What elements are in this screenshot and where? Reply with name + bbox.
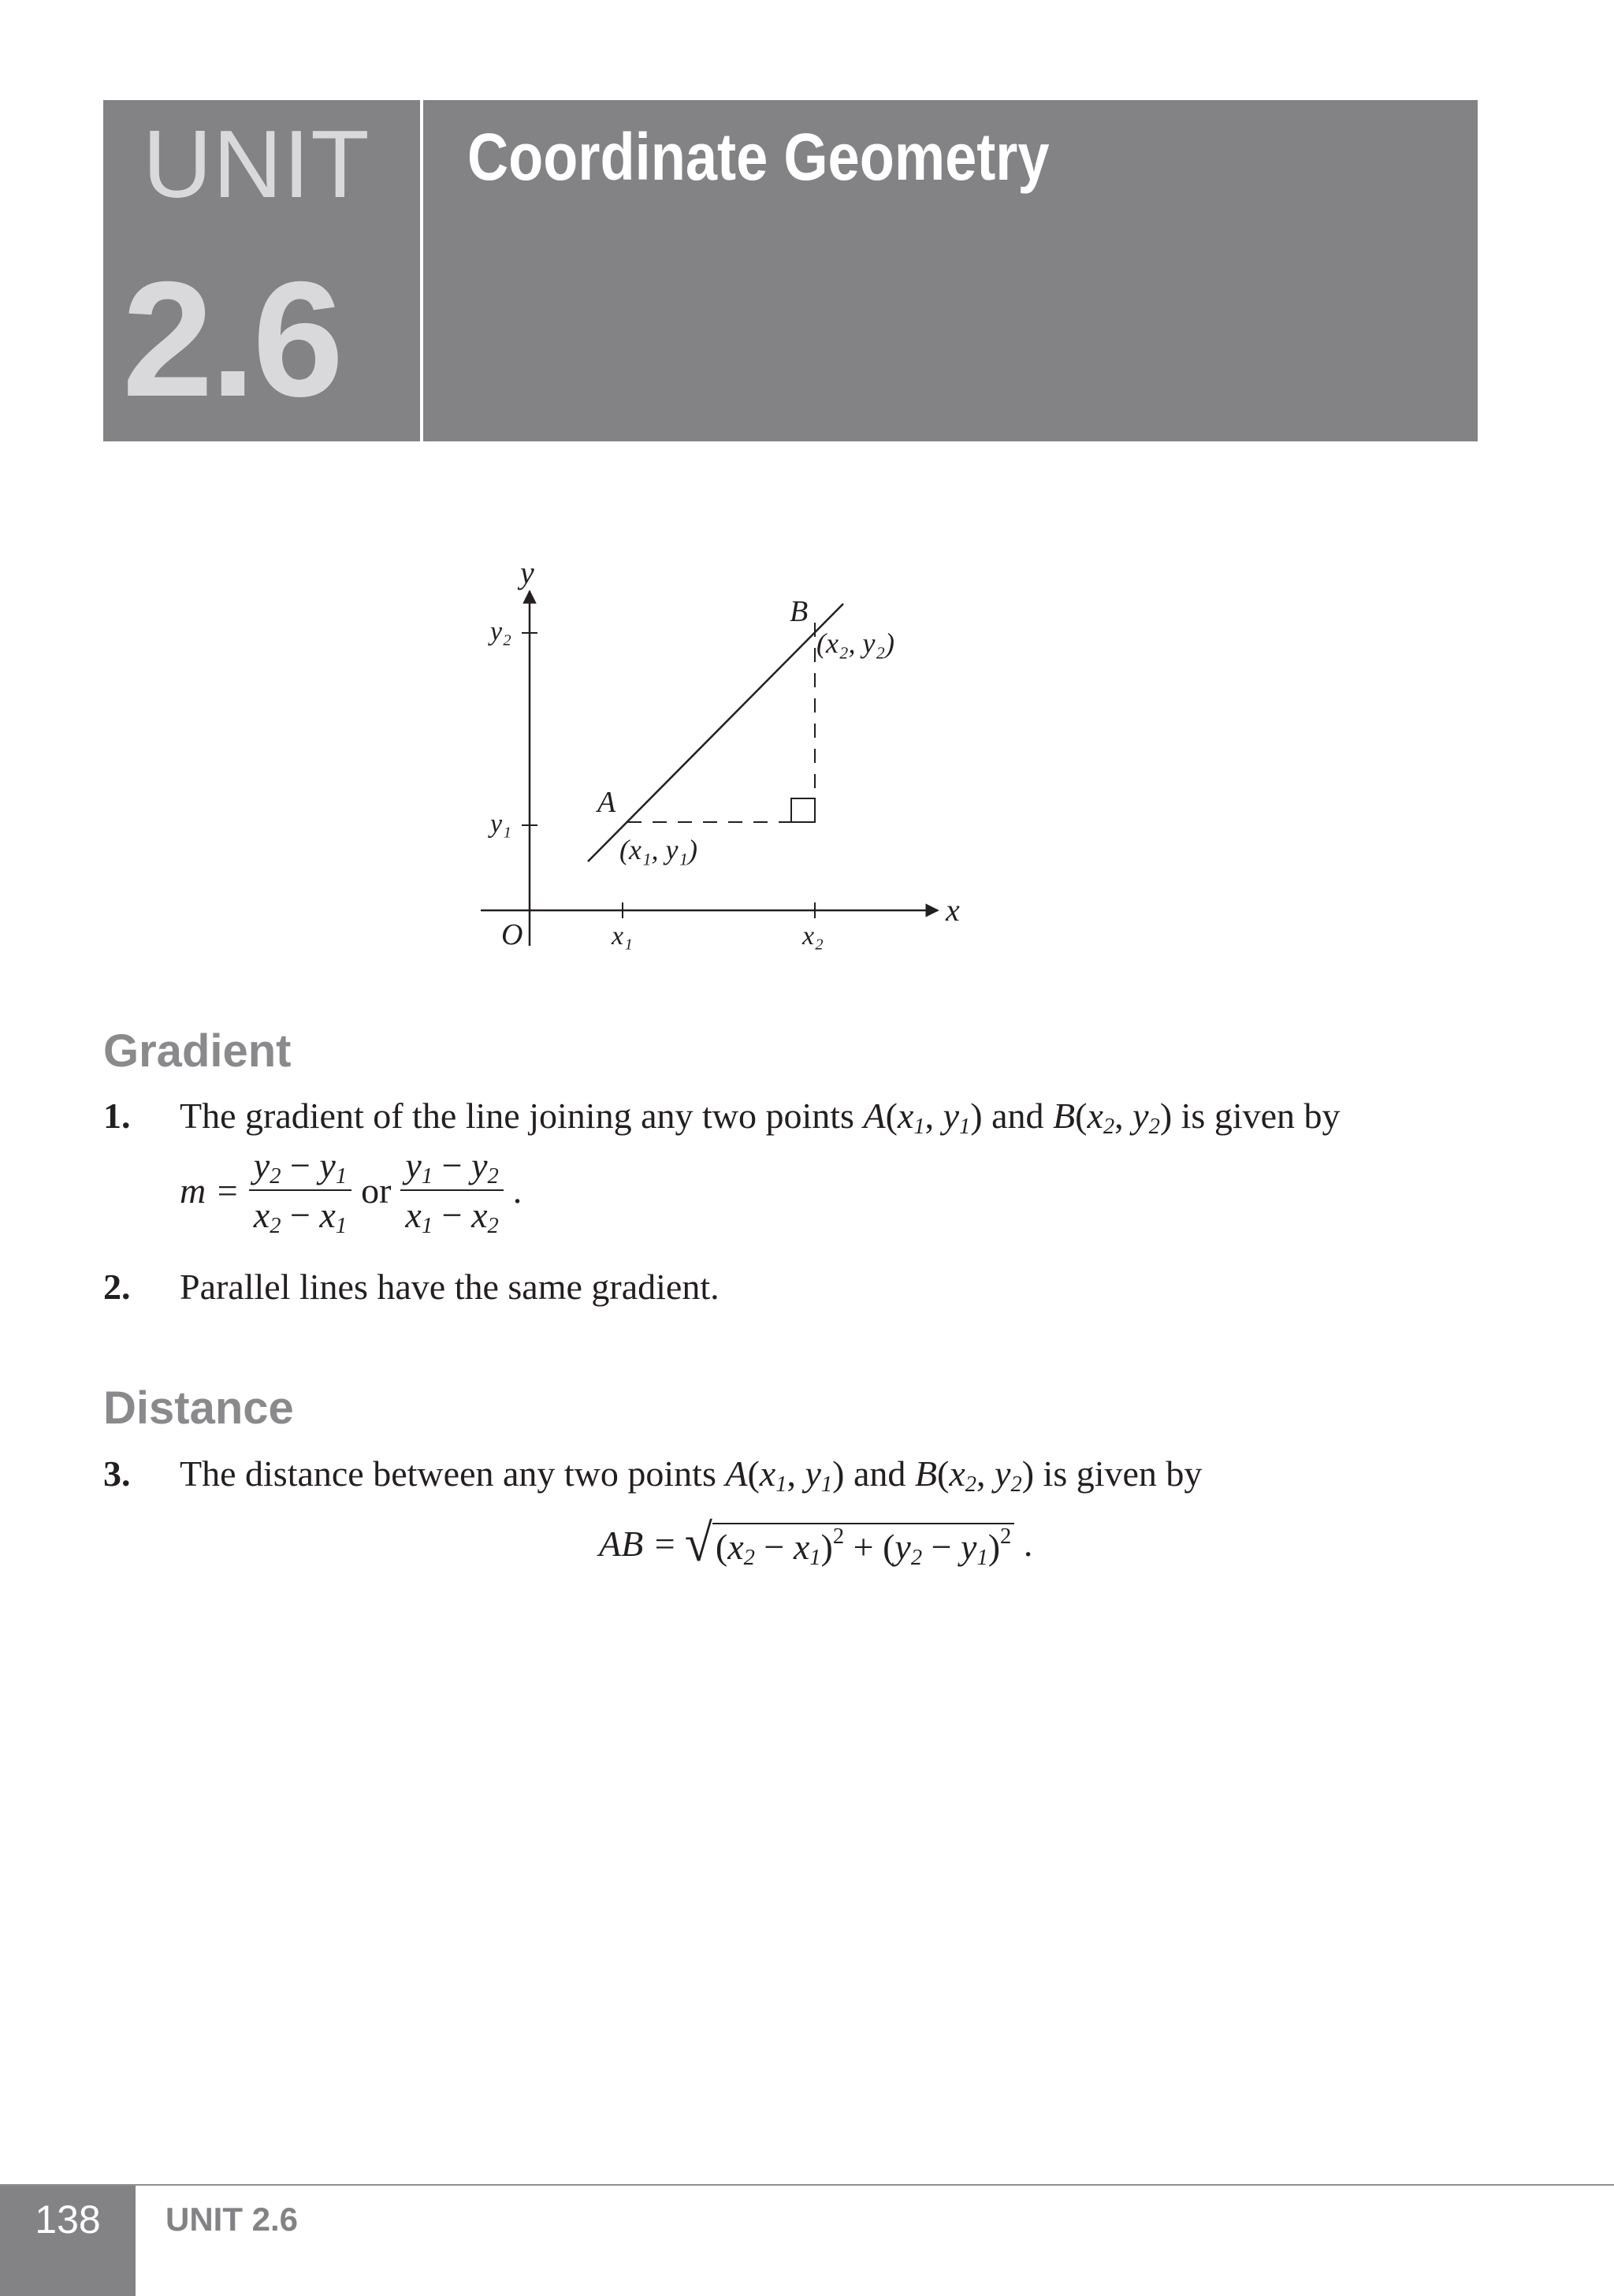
item-text: The distance between any two points $A(x_1$, $y_1$) and $B(x_2$, $y_2$) is given by [180,1453,1203,1498]
fraction-1: $\frac{y_2 - y_1}{x_2 - x_1}$ [249,1144,351,1236]
y-axis-label: y [520,555,534,590]
unit-word: UNIT [143,110,370,218]
coordinate-diagram [473,552,993,962]
distance-item-3 [103,1452,1490,1499]
x1-label: x₁ [612,921,633,951]
fraction-2: $\frac{y_1 - y_2}{x_1 - x_2}$ [400,1144,503,1236]
unit-banner [103,100,1478,441]
page-number: 138 [35,2197,101,2242]
gradient-formula: m = $\frac{y_2 - y_1}{x_2 - x_1}$ or $\frac{y_1 - y_2}{x_1 - x_2}$ . [180,1145,523,1239]
footer-page-box [0,2186,136,2296]
item-text-post: ) is given by [1021,1453,1203,1494]
gradient-item-1 [103,1094,1490,1141]
unit-title: Coordinate Geometry [467,120,1050,194]
right-angle-marker [791,798,815,822]
gradient-item-2 [103,1265,1490,1312]
distance-formula: AB = √ $(x_2 - x_1)^2 + (y_2 - y_1)^2$ . [599,1513,1033,1572]
distance-heading: Distance [103,1382,294,1434]
item-text: The gradient of the line joining any two points $A(x_1$, $y_1$) and $B(x_2$, $y_2$) is given by [180,1096,1341,1140]
sqrt-sign: √ [684,1513,712,1572]
origin-label: O [501,918,523,951]
point-a-label: A [597,786,616,819]
point-a-coords: (x₁, y₁) [619,834,697,865]
point-b: B [1053,1096,1076,1136]
item-text-pre: The gradient of the line joining any two points [180,1096,864,1136]
footer-rule [0,2184,1614,2186]
y1-label: y₁ [490,809,511,839]
footer-unit-label: UNIT 2.6 [165,2201,299,2238]
formula-m: m = [180,1170,240,1211]
point-b-label: B [790,595,809,628]
point-a: A [863,1096,886,1136]
sqrt-body: $(x_2 - x_1)^2 + (y_2 - y_1)^2$ [712,1523,1014,1568]
or-text: or [361,1170,392,1211]
item-text-and: ) and [970,1096,1054,1136]
item-number: 2. [103,1267,131,1307]
item-number: 3. [103,1453,131,1494]
point-b-coords: (x₂, y₂) [816,627,894,659]
x2-label: x₂ [802,921,824,951]
y2-label: y₂ [490,617,511,646]
item-text-post: ) is given by [1159,1096,1341,1136]
formula-lhs: AB = [599,1523,677,1564]
item-text-pre: The distance between any two points [180,1453,726,1494]
unit-number: 2.6 [122,248,341,431]
gradient-heading: Gradient [103,1025,292,1077]
item-number: 1. [103,1096,131,1136]
item-text: Parallel lines have the same gradient. [180,1267,720,1307]
banner-divider [420,100,423,441]
x-axis-label: x [946,892,960,928]
